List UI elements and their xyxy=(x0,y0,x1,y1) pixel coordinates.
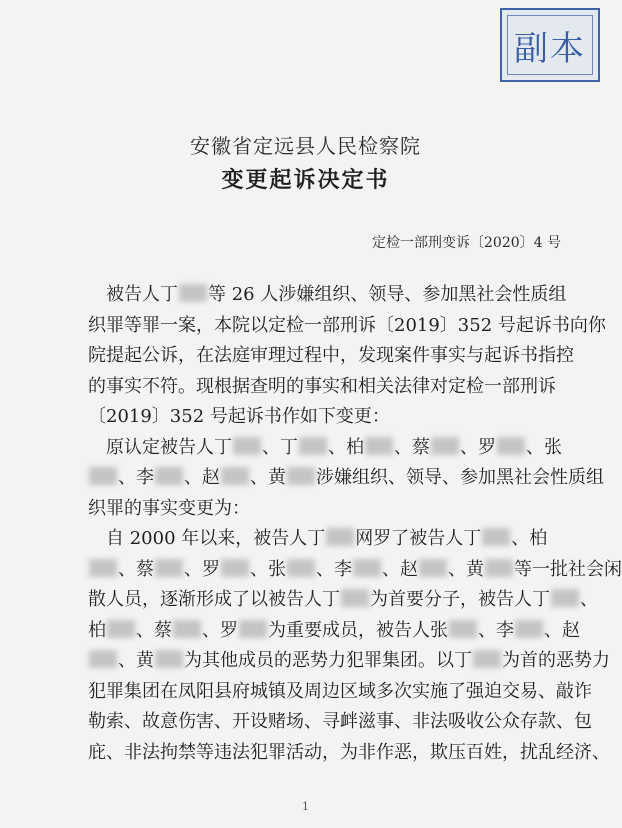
redaction-block xyxy=(365,437,393,455)
redaction-block xyxy=(287,559,315,577)
body-text-run: 原认定被告人丁 xyxy=(106,436,232,458)
body-line xyxy=(88,585,598,615)
body-text-run: 柏 xyxy=(88,619,106,641)
body-text-run: 、罗 xyxy=(184,558,220,580)
body-line xyxy=(88,494,250,524)
document-number: 定检一部刑变诉〔2020〕4 号 xyxy=(372,235,561,251)
body-text-run: 、柏 xyxy=(328,436,364,458)
redaction-block xyxy=(326,528,354,546)
body-text-run: 散人员，逐渐形成了以被告人丁 xyxy=(88,589,340,610)
redaction-block xyxy=(482,528,510,546)
body-text-run: 、蔡 xyxy=(136,619,172,641)
redaction-block xyxy=(155,650,183,668)
body-text-run: 、赵 xyxy=(184,467,220,488)
redaction-block xyxy=(173,620,201,638)
body-line xyxy=(106,433,562,463)
redaction-block xyxy=(431,437,459,455)
redaction-block xyxy=(485,559,513,577)
redaction-block xyxy=(221,559,249,577)
body-text-run: 院提起公诉，在法庭审理过程中，发现案件事实与起诉书指控 xyxy=(88,345,574,366)
body-text-run: 、蔡 xyxy=(394,436,430,458)
body-text-run: 〔2019〕352 号起诉书作如下变更： xyxy=(88,406,390,427)
body-text-run: 、 xyxy=(580,589,598,610)
body-text-run: 为首的恶势力 xyxy=(502,650,610,671)
body-text-run: 、丁 xyxy=(262,436,298,458)
redaction-block xyxy=(299,437,327,455)
body-text-run: 、罗 xyxy=(460,436,496,458)
body-text-run: 、柏 xyxy=(511,528,548,549)
body-line xyxy=(88,738,610,768)
redaction-block xyxy=(551,589,579,607)
body-text-run: 的事实不符。现根据查明的事实和相关法律对定检一部刑诉 xyxy=(88,375,556,397)
redaction-block xyxy=(239,620,267,638)
body-text-run: 、李 xyxy=(478,619,514,641)
redaction-block xyxy=(497,437,525,455)
redaction-block xyxy=(353,559,381,577)
redaction-block xyxy=(473,650,501,668)
body-text-run: 等 26 人涉嫌组织、领导、参加黑社会性质组 xyxy=(208,284,567,305)
body-text-run: 被告人丁 xyxy=(106,284,178,305)
body-text-run: 、张 xyxy=(250,558,286,580)
body-line xyxy=(88,646,610,676)
body-line xyxy=(88,555,622,585)
body-text-run: 为首要分子，被告人丁 xyxy=(370,589,550,610)
body-text-run: 、李 xyxy=(118,467,154,488)
redaction-block xyxy=(89,559,117,577)
body-line xyxy=(88,402,390,432)
body-text-run: 、赵 xyxy=(382,558,418,580)
redaction-block xyxy=(419,559,447,577)
body-text-run: 犯罪集团在凤阳县府城镇及周边区域多次实施了强迫交易、敲诈 xyxy=(88,680,592,702)
body-text-run: 自 2000 年以来，被告人丁 xyxy=(106,528,326,549)
redaction-block xyxy=(221,467,249,485)
redaction-block xyxy=(155,559,183,577)
body-text-run: 、蔡 xyxy=(118,558,154,580)
body-text-run: 为重要成员，被告人张 xyxy=(268,619,448,641)
redaction-block xyxy=(179,284,207,302)
body-line xyxy=(88,463,604,493)
body-text-run: 网罗了被告人丁 xyxy=(355,528,482,549)
copy-stamp xyxy=(500,8,600,82)
page-number: 1 xyxy=(302,800,309,813)
body-text-run: 为其他成员的恶势力犯罪集团。以丁 xyxy=(184,650,472,671)
body-text-run: 、黄 xyxy=(448,558,484,580)
redaction-block xyxy=(155,467,183,485)
body-text-run: 、赵 xyxy=(544,619,580,641)
body-text-run: 织罪的事实变更为： xyxy=(88,497,250,519)
redaction-block xyxy=(233,437,261,455)
redaction-block xyxy=(89,467,117,485)
body-text-run: 涉嫌组织、领导、参加黑社会性质组 xyxy=(316,467,604,488)
redaction-block xyxy=(341,589,369,607)
issuing-organization: 安徽省定远县人民检察院 xyxy=(190,134,421,158)
body-text-run: 庇、非法拘禁等违法犯罪活动，为非作恶，欺压百姓，扰乱经济、 xyxy=(88,741,610,763)
copy-stamp-text: 副本 xyxy=(507,15,593,75)
body-text-run: 、黄 xyxy=(118,650,154,671)
body-line xyxy=(88,341,574,371)
redaction-block xyxy=(449,620,477,638)
redaction-block xyxy=(287,467,315,485)
redaction-block xyxy=(89,650,117,668)
body-line xyxy=(88,616,580,646)
body-line xyxy=(88,707,592,737)
body-text-run: 、李 xyxy=(316,558,352,580)
body-text-run: 、黄 xyxy=(250,467,286,488)
body-line xyxy=(88,311,606,341)
body-line xyxy=(88,677,592,707)
body-line xyxy=(88,372,556,402)
body-text-run: 、张 xyxy=(526,436,562,458)
body-text-run: 等一批社会闲 xyxy=(514,558,622,580)
redaction-block xyxy=(107,620,135,638)
body-line xyxy=(106,524,547,554)
document-title: 变更起诉决定书 xyxy=(221,168,390,193)
body-text-run: 、罗 xyxy=(202,619,238,641)
body-line xyxy=(106,280,566,310)
redaction-block xyxy=(515,620,543,638)
body-text-run: 勒索、故意伤害、开设赌场、寻衅滋事、非法吸收公众存款、包 xyxy=(88,711,592,732)
body-text-run: 织罪等罪一案，本院以定检一部刑诉〔2019〕352 号起诉书向你 xyxy=(88,314,606,336)
